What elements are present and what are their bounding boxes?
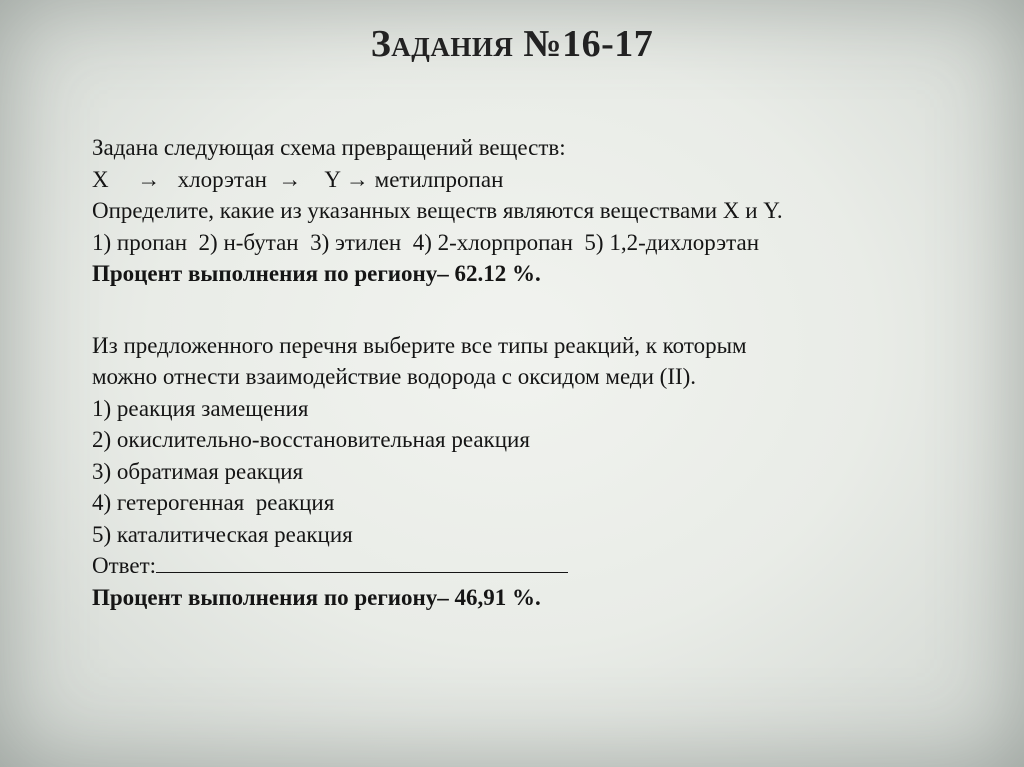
task17-option-3: 3) обратимая реакция — [92, 458, 304, 484]
task17-option-5: 5) каталитическая реакция — [92, 521, 353, 547]
section-gap — [92, 290, 972, 330]
slide-title: Задания №16-17 — [370, 23, 654, 65]
task17-option-2: 2) окислительно-восстановительная реакция — [92, 427, 530, 452]
task17-answer-row — [92, 550, 972, 582]
task17-question-line2: можно отнести взаимодействие водорода с оксидом меди (II). — [92, 364, 697, 389]
task17-option-4: 4) гетерогенная реакция — [92, 490, 335, 515]
slide-content — [92, 132, 972, 613]
task16-question: Определите, какие из указанных веществ являются веществами X и Y. — [92, 198, 783, 223]
task16-percent: Процент выполнения по региону– 62.12 %. — [92, 261, 541, 286]
task17-question-line1: Из предложенного перечня выберите все типы реакций, к которым — [92, 332, 747, 358]
task16-options: 1) пропан 2) н-бутан 3) этилен 4) 2-хлорпропан 5) 1,2-дихлорэтан — [92, 229, 760, 255]
task17-percent: Процент выполнения по региону– 46,91 %. — [92, 584, 541, 610]
task17-option-1: 1) реакция замещения — [92, 395, 309, 421]
task16-scheme: X → хлорэтан → Y → метилпропан — [92, 166, 504, 192]
answer-label: Ответ: — [92, 553, 157, 578]
answer-blank-line — [156, 550, 568, 573]
task16-intro: Задана следующая схема превращений веществ: — [92, 135, 566, 160]
